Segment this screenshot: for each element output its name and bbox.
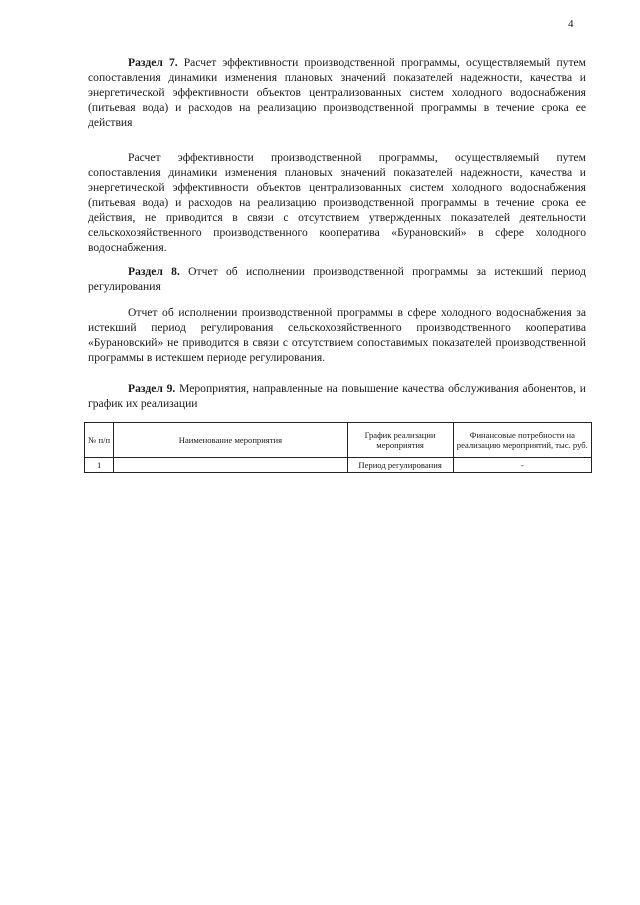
section-7-body	[88, 150, 586, 255]
section-7-paragraph: Расчет эффективности производственной программы, осуществляемый путем сопоставления динамики изменения плановых значений показателей надежности, качества и энергетической эффективности объектов централизованных систем холодного водоснабжения (питьевая вода) и расходов на реализацию производственной программы в течение срока ее действия, не приводится в связи с отсутствием утвержденных показателей деятельности сельскохозяйственного производственного кооператива «Бурановский» в сфере холодного водоснабжения.	[88, 151, 586, 254]
cell-event-name	[114, 458, 347, 473]
table-row	[85, 458, 592, 473]
section-9-title: Мероприятия, направленные на повышение качества обслуживания абонентов, и график их реализации	[88, 382, 587, 410]
cell-number: 1	[85, 458, 114, 473]
header-finance: Финансовые потребности на реализацию мероприятий, тыс. руб.	[453, 423, 591, 458]
events-table	[84, 422, 592, 473]
section-8-body	[88, 305, 586, 365]
section-8-title: Отчет об исполнении производственной программы за истекший период регулирования	[88, 265, 586, 293]
section-7-label: Раздел 7.	[128, 56, 178, 69]
header-number: № п/п	[85, 423, 114, 458]
section-7-heading	[88, 55, 586, 130]
header-event-name: Наименование мероприятия	[114, 423, 347, 458]
section-7-title: Расчет эффективности производственной программы, осуществляемый путем сопоставления динамики изменения плановых значений показателей надежности, качества и энергетической эффективности объектов централизованных систем холодного водоснабжения (питьевая вода) и расходов на реализацию производственной программы в течение срока ее действия	[88, 56, 587, 129]
section-8-heading	[88, 264, 586, 294]
cell-finance: -	[453, 458, 591, 473]
cell-schedule: Период регулирования	[347, 458, 453, 473]
section-8-label: Раздел 8.	[128, 265, 180, 278]
header-schedule: График реализации мероприятия	[347, 423, 453, 458]
section-9-heading	[88, 381, 586, 411]
section-9-label: Раздел 9.	[128, 382, 176, 395]
page-number: 4	[568, 18, 574, 30]
section-8-paragraph: Отчет об исполнении производственной программы в сфере холодного водоснабжения за истекший период регулирования сельскохозяйственного производственного кооператива «Бурановский» не приводится в связи с отсутствием сопоставимых показателей производственной программы в истекшем периоде регулирования.	[88, 306, 586, 364]
events-table-header-row	[85, 423, 592, 458]
